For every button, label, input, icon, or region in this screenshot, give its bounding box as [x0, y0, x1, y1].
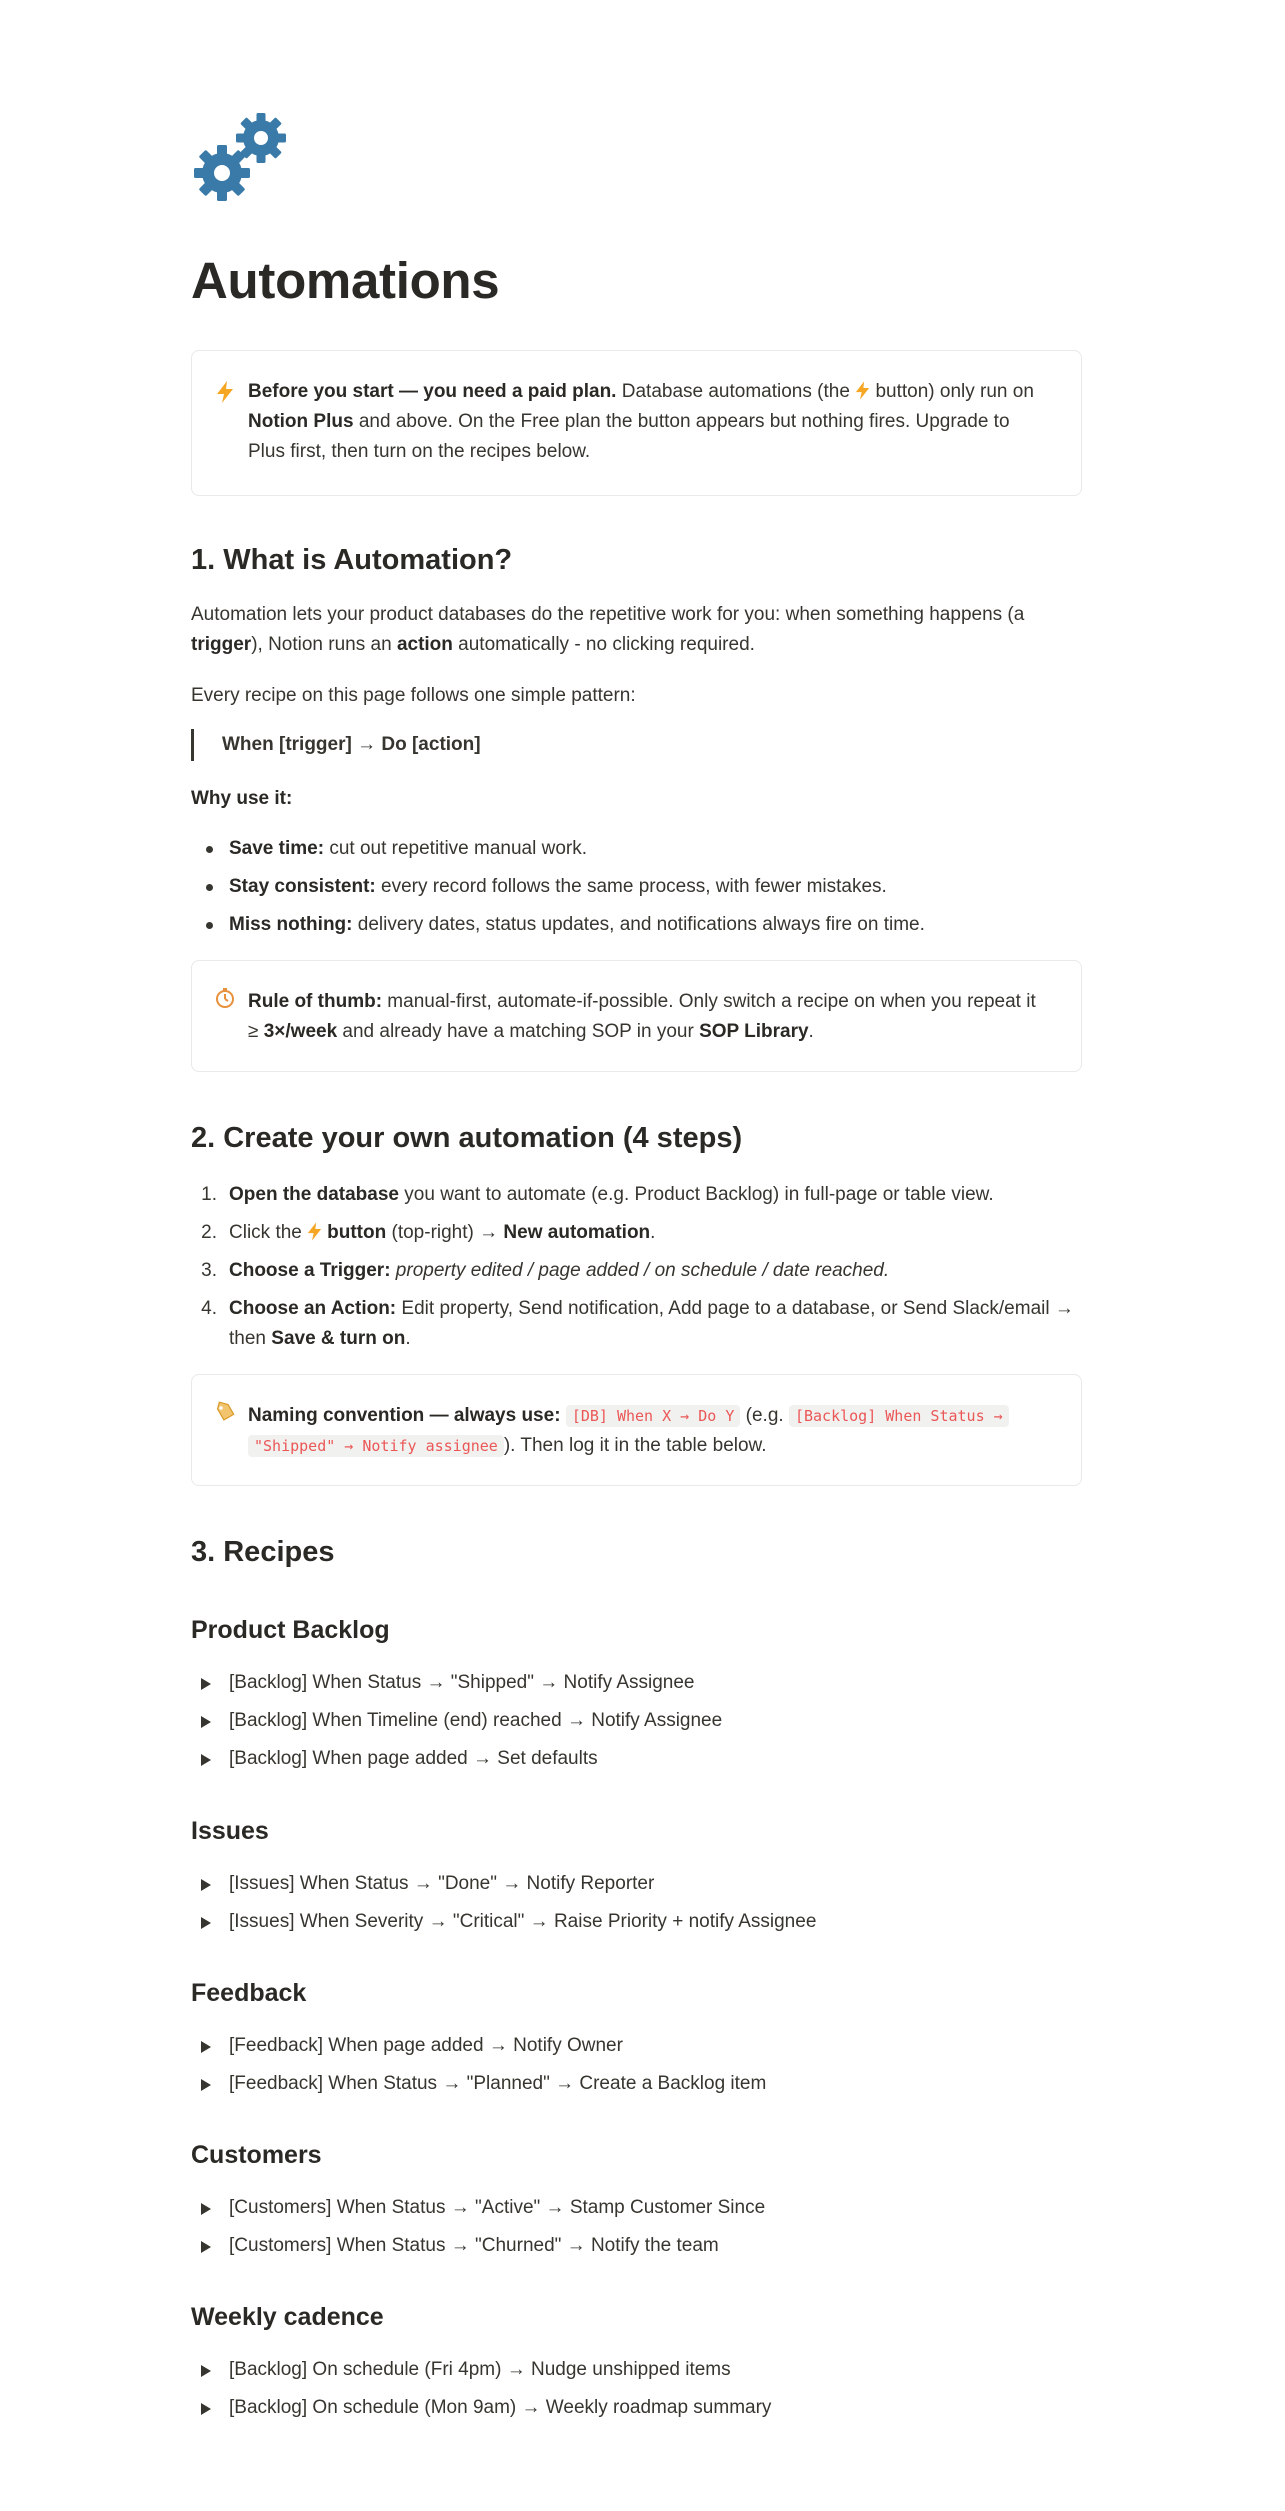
- lightning-icon: [855, 381, 870, 402]
- recipe-group-title[interactable]: Customers: [191, 2141, 322, 2169]
- callout-text: Rule of thumb: manual-first, automate-if-possible. Only switch a recipe on when you repeat it ≥ 3×/week and already have a matching SOP in your SOP Library.: [248, 991, 1036, 1042]
- bullet-dot: [206, 922, 213, 929]
- inline-code: [Backlog] When Status →: [789, 1405, 1009, 1427]
- gears-icon[interactable]: [191, 106, 291, 206]
- recipe-group-title[interactable]: Product Backlog: [191, 1616, 390, 1644]
- recipe-group-title[interactable]: Feedback: [191, 1979, 307, 2007]
- toggle-triangle-icon[interactable]: [201, 2079, 211, 2091]
- toggle-triangle-icon[interactable]: [201, 1879, 211, 1891]
- inline-code: "Shipped" → Notify assignee: [248, 1435, 504, 1457]
- recipe-group-title[interactable]: Issues: [191, 1817, 269, 1845]
- toggle-triangle-icon[interactable]: [201, 1754, 211, 1766]
- timer-icon: [214, 987, 236, 1009]
- heading-recipes[interactable]: 3. Recipes: [191, 1536, 335, 1568]
- intro-paragraph[interactable]: Automation lets your product databases do the repetitive work for you: when something happens (a trigger), Notion runs an action automatically - no clicking required.: [191, 604, 1025, 655]
- notion-page: Automations Before you start — you need a paid plan. Database automations (the button) only run on Notion Plus and above. On the Free plan the button appears but nothing fires. Upgrade to Plus first, then turn on the recipes below. 1. What is Automation? Automation lets your product databases do the repetitive work for you: when something happens (a trigger), Notion runs an action automatically - no clicking required. Every recipe on this page follows one simple pattern: When [trigger] → Do [action] Why use it: Save time: cut out repetitive manual work. Stay consistent: every record follows the same process, with fewer mistakes. Miss nothing: delivery dates, status updates, and notifications always fire on time. Rule of thumb: manual-first, automate-if-possible. Only switch a recipe on when you repeat it ≥ 3×/week and already have a matching SOP in your SOP Library. 2. Create your own automation (4 steps) 1. Open the database you want to automate (e.g. Product Backlog) in full-page or table view. 2. Click the button (top-right) → New automation. 3. Choose a Trigger: property edited / page added / on schedule / date reached. 4. Choose an Action: Edit property, Send notification, Add page to a database, or Send Slack/email → then Save & turn on. Naming convention — always use: [DB] When X → Do Y (e.g. [Backlog] When Status → "Shipped" → Notify assignee ). Then log it in the table below. 3. Recipes Product Backlog [Backlog] When Status → "Shipped" → Notify Assignee [Backlog] When Timeline (end) reached → Notify Assignee [Backlog] When page added → Set defaults Issues [Issues] When Status → "Done" → Notify Reporter [Issues] When Severity → "Critical" → Raise Priority + notify Assignee Feedback [Feedback] When page added → Notify Owner [Feedback] When Status → "Planned" → Create a Backlog item Customers [Customers] When Status → "Active" → Stamp Customer Since [Customers] When Status → "Churned" → Notify the team Weekly cadence [Backlog] On schedule (Fri 4pm) → Nudge unshipped items [Backlog] On schedule (Mon 9am) → Weekly roadmap summary: [0, 0, 1285, 2511]
- lightning-icon: [214, 381, 236, 403]
- pattern-quote[interactable]: When [trigger] → Do [action]: [191, 729, 481, 761]
- toggle-triangle-icon[interactable]: [201, 2041, 211, 2053]
- heading-what-is-automation[interactable]: 1. What is Automation?: [191, 544, 513, 576]
- label-tag-icon: [214, 1401, 236, 1423]
- callout-naming-convention[interactable]: [191, 1374, 1082, 1486]
- recipe-group-title[interactable]: Weekly cadence: [191, 2303, 384, 2331]
- page-title[interactable]: Automations: [191, 252, 500, 309]
- toggle-triangle-icon[interactable]: [201, 2365, 211, 2377]
- toggle-triangle-icon[interactable]: [201, 1678, 211, 1690]
- callout-rule-of-thumb[interactable]: [191, 960, 1082, 1072]
- toggle-triangle-icon[interactable]: [201, 2403, 211, 2415]
- toggle-triangle-icon[interactable]: [201, 1716, 211, 1728]
- callout-text: Naming convention — always use: [DB] When X → Do Y (e.g. [Backlog] When Status → "Shipped" → Notify assignee ). Then log it in the table below.: [248, 1401, 1051, 1461]
- bullet-dot: [206, 846, 213, 853]
- callout-text: Before you start — you need a paid plan. Database automations (the button) only run on Notion Plus and above. On the Free plan the button appears but nothing fires. Upgrade to Plus first, then turn on the recipes below.: [248, 381, 1034, 462]
- heading-create-automation[interactable]: 2. Create your own automation (4 steps): [191, 1122, 743, 1154]
- pattern-intro[interactable]: Every recipe on this page follows one simple pattern:: [191, 685, 636, 706]
- inline-code: [DB] When X → Do Y: [566, 1405, 741, 1427]
- toggle-triangle-icon[interactable]: [201, 2241, 211, 2253]
- toggle-triangle-icon[interactable]: [201, 1917, 211, 1929]
- why-use-label[interactable]: Why use it:: [191, 788, 293, 809]
- lightning-icon: [307, 1222, 327, 1243]
- bullet-dot: [206, 884, 213, 891]
- callout-paid-plan[interactable]: [191, 350, 1082, 496]
- toggle-triangle-icon[interactable]: [201, 2203, 211, 2215]
